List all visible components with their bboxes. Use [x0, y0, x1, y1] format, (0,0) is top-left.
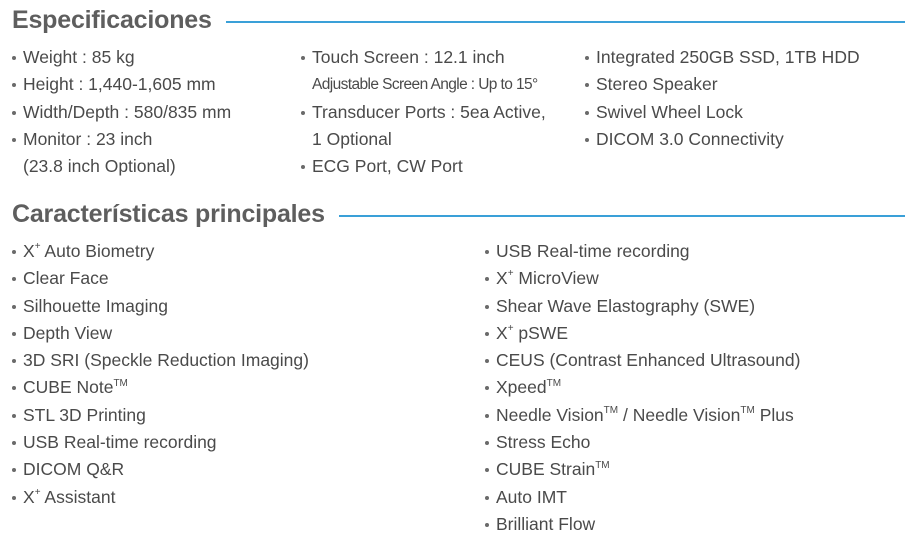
spec-item	[10, 71, 231, 98]
superscript-mark: TM	[740, 404, 755, 416]
features-divider	[339, 215, 905, 217]
feature-item	[10, 402, 309, 429]
feature-item-text: USB Real-time recording	[23, 432, 217, 453]
feature-item	[483, 320, 800, 347]
spec-item-text: Width/Depth : 580/835 mm	[23, 101, 232, 122]
feature-item-text: Needle Vision	[496, 404, 604, 425]
spec-item	[583, 99, 860, 126]
superscript-mark: TM	[603, 404, 619, 416]
feature-item	[10, 320, 309, 347]
superscript-mark: TM	[113, 377, 128, 389]
feature-item-text: Shear Wave Elastography (SWE)	[496, 295, 756, 316]
feature-item-text: Brilliant Flow	[496, 513, 596, 534]
superscript-mark: +	[507, 268, 514, 280]
specs-divider	[226, 21, 905, 23]
feature-item-text: MicroView	[513, 268, 599, 289]
specs-column-2	[299, 44, 546, 180]
spec-item-text: Swivel Wheel Lock	[596, 101, 743, 122]
spec-item-text: Weight : 85 kg	[23, 47, 135, 67]
feature-item	[483, 374, 800, 401]
feature-item-text: Auto IMT	[496, 486, 567, 507]
feature-item-text: Depth View	[23, 322, 113, 343]
feature-item-text: Auto Biometry	[40, 241, 155, 261]
specs-header	[12, 6, 905, 35]
feature-item-text: CUBE Strain	[496, 459, 596, 480]
features-column-2	[483, 238, 800, 538]
features-title: Características principales	[12, 200, 325, 228]
feature-item-text: pSWE	[513, 322, 568, 343]
feature-item	[10, 238, 309, 265]
feature-item	[10, 429, 309, 456]
feature-item-text: Xpeed	[496, 377, 547, 398]
feature-item	[10, 374, 309, 401]
feature-item	[483, 265, 800, 292]
spec-item	[299, 44, 546, 99]
spec-item	[583, 126, 860, 153]
spec-item-text: Touch Screen : 12.1 inch	[312, 47, 505, 67]
feature-item	[483, 347, 800, 374]
spec-item	[299, 153, 546, 180]
specs-title: Especificaciones	[12, 6, 212, 34]
feature-item	[10, 347, 309, 374]
feature-item	[10, 456, 309, 483]
spec-item-continuation: Adjustable Screen Angle : Up to 15°	[312, 76, 538, 94]
feature-item	[483, 456, 800, 483]
feature-item-text: X	[23, 486, 35, 507]
spec-item	[10, 126, 231, 181]
spec-item-text: Integrated 250GB SSD, 1TB HDD	[596, 47, 860, 67]
feature-item-text: Stress Echo	[496, 432, 591, 453]
features-column-1	[10, 238, 309, 511]
feature-item-text: 3D SRI (Speckle Reduction Imaging)	[23, 350, 309, 371]
specs-column-3	[583, 44, 860, 153]
feature-item-text: Assistant	[40, 486, 116, 507]
superscript-mark: +	[34, 241, 41, 253]
feature-item	[483, 293, 800, 320]
spec-item-text: ECG Port, CW Port	[312, 156, 463, 177]
feature-item	[483, 402, 800, 429]
spec-item-text: Stereo Speaker	[596, 74, 718, 95]
feature-item-text: CEUS (Contrast Enhanced Ultrasound)	[496, 350, 801, 371]
spec-item-text: Transducer Ports : 5ea Active,	[312, 101, 546, 122]
superscript-mark: +	[34, 486, 41, 498]
superscript-mark: +	[507, 323, 514, 335]
spec-item-continuation: 1 Optional	[312, 128, 392, 149]
feature-item-text: X	[496, 322, 508, 343]
feature-item-text: STL 3D Printing	[23, 404, 146, 425]
superscript-mark: TM	[595, 459, 610, 471]
spec-item-text: Monitor : 23 inch	[23, 128, 153, 149]
spec-item	[299, 99, 546, 154]
feature-item-text: Clear Face	[23, 268, 109, 289]
superscript-mark: TM	[546, 377, 562, 389]
feature-item-text: CUBE Note	[23, 377, 114, 398]
feature-item-text: USB Real-time recording	[496, 241, 690, 261]
feature-item-text: X	[496, 268, 508, 289]
feature-item	[483, 429, 800, 456]
spec-item-text: DICOM 3.0 Connectivity	[596, 128, 784, 149]
feature-item	[483, 511, 800, 538]
feature-item-text: Plus	[754, 404, 794, 425]
feature-item-text: DICOM Q&R	[23, 459, 125, 480]
feature-item	[483, 238, 800, 265]
spec-item	[10, 99, 231, 126]
spec-item	[583, 71, 860, 98]
spec-item-text: Height : 1,440-1,605 mm	[23, 74, 216, 95]
feature-item	[483, 484, 800, 511]
feature-item-text: Silhouette Imaging	[23, 295, 168, 316]
feature-item-text: X	[23, 241, 35, 261]
features-header	[12, 200, 905, 229]
feature-item	[10, 293, 309, 320]
feature-item	[10, 484, 309, 511]
feature-item-text: / Needle Vision	[618, 404, 741, 425]
specs-column-1	[10, 44, 231, 180]
feature-item	[10, 265, 309, 292]
spec-item-continuation: (23.8 inch Optional)	[23, 156, 176, 177]
spec-item	[583, 44, 860, 71]
spec-item	[10, 44, 231, 71]
